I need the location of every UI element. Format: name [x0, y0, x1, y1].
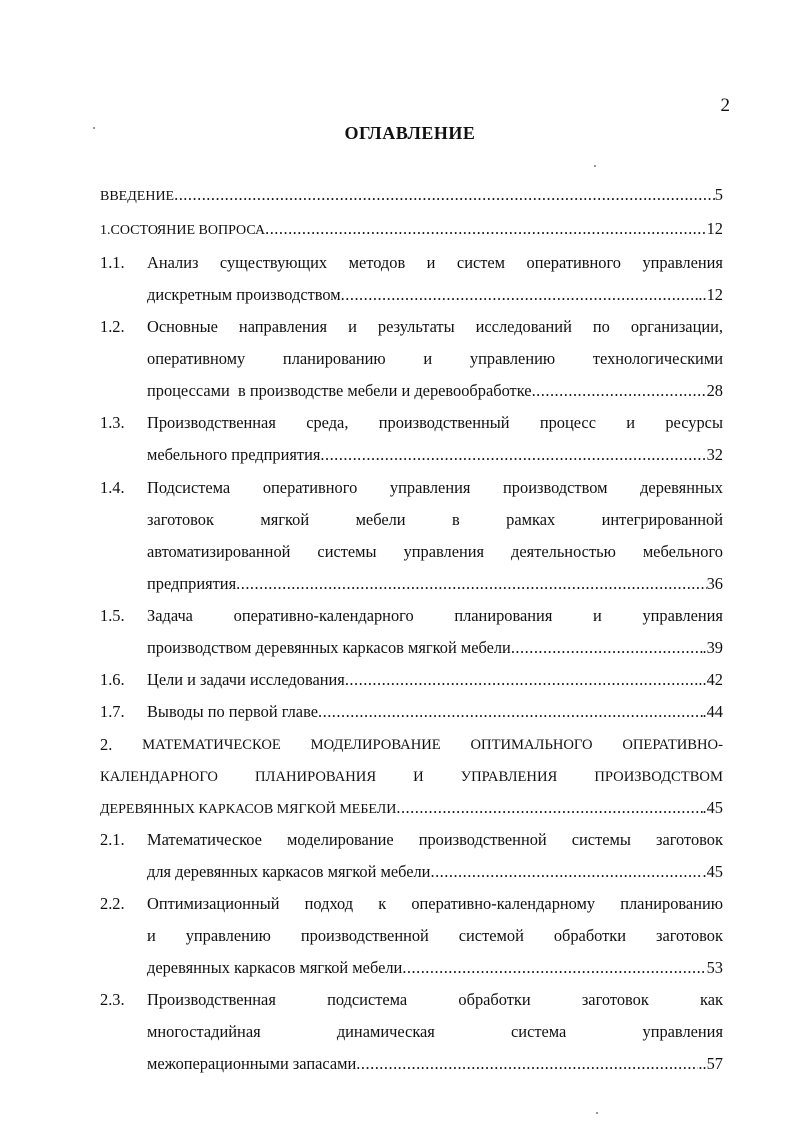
toc-entry-1-6[interactable] — [147, 668, 723, 692]
word: планированию — [620, 894, 723, 913]
word: ресурсы — [665, 413, 723, 432]
toc-entry-label: Выводы по первой главе — [147, 702, 319, 721]
toc-entry-1-7[interactable] — [147, 700, 723, 724]
toc-entry-1-5-line[interactable] — [147, 604, 723, 628]
toc-entry-2-2-last[interactable] — [147, 956, 723, 980]
toc-section-number: 1.4. — [100, 478, 125, 497]
word: технологическими — [592, 349, 723, 368]
toc-leader-dots — [345, 668, 699, 692]
word: управления — [403, 542, 485, 561]
word: оперативного — [262, 478, 358, 497]
word: деятельностью — [511, 542, 616, 561]
toc-entry-label: для деревянных каркасов мягкой мебели — [147, 862, 431, 881]
toc-entry-2-2-line[interactable] — [147, 892, 723, 916]
toc-entry-page: 32 — [706, 445, 723, 464]
word: заготовок — [655, 926, 723, 945]
word: исследований — [475, 317, 572, 336]
word: подсистема — [327, 990, 408, 1009]
word: существующих — [219, 253, 328, 272]
word: управления — [642, 253, 723, 272]
word: Анализ — [147, 253, 199, 272]
word: автоматизированной — [147, 542, 291, 561]
toc-entry-2-1-line[interactable] — [147, 828, 723, 852]
toc-entry-page: .45 — [702, 862, 723, 881]
word: производственной — [418, 830, 547, 849]
toc-entry-1-2-line[interactable] — [147, 347, 723, 371]
word: деревянных — [640, 478, 723, 497]
scan-speck — [594, 165, 596, 167]
toc-entry-1-3-last[interactable] — [147, 443, 723, 467]
toc-section-number: 1.7. — [100, 702, 125, 721]
word: по — [592, 317, 610, 336]
toc-entry-label: ВВЕДЕНИЕ — [100, 189, 175, 204]
toc-entry-page: .44 — [702, 702, 723, 721]
scan-speck — [596, 1112, 598, 1114]
toc-entry-1-2-line[interactable] — [147, 315, 723, 339]
toc-entry-1-2-last[interactable] — [147, 379, 723, 403]
word: обработки — [553, 926, 627, 945]
word: и — [593, 606, 602, 625]
word: многостадийная — [147, 1022, 261, 1041]
page-number: 2 — [720, 95, 730, 116]
toc-leader-dots — [320, 443, 706, 467]
toc-entry-page: 5 — [714, 185, 723, 204]
toc-entry-label: деревянных каркасов мягкой мебели — [147, 958, 403, 977]
toc-leader-dots — [511, 636, 703, 660]
word: ОПЕРАТИВНО- — [622, 737, 723, 753]
word: планированию — [282, 349, 386, 368]
toc-leader-dots — [341, 283, 699, 307]
toc-leader-dots — [430, 860, 702, 884]
word: и — [348, 317, 357, 336]
word: И — [413, 769, 424, 785]
word: динамическая — [336, 1022, 435, 1041]
toc-entry-chapter-1[interactable] — [100, 217, 723, 243]
toc-entry-1-4-line[interactable] — [147, 476, 723, 500]
toc-leader-dots — [265, 217, 707, 241]
word: системой — [458, 926, 524, 945]
word: направления — [238, 317, 328, 336]
word: мебели — [355, 510, 406, 529]
toc-leader-dots — [236, 572, 706, 596]
toc-entry-2-3-line[interactable] — [147, 988, 723, 1012]
word: Подсистема — [147, 478, 231, 497]
toc-entry-introduction[interactable] — [100, 183, 723, 209]
toc-leader-dots — [174, 183, 715, 207]
word: оперативному — [147, 349, 246, 368]
toc-section-number: 1.6. — [100, 670, 125, 689]
toc-section-number: 1.2. — [100, 317, 125, 336]
word: ПРОИЗВОДСТВОМ — [594, 769, 723, 785]
toc-section-number: 1.5. — [100, 606, 125, 625]
toc-entry-1-1-line[interactable] — [147, 251, 723, 275]
word: рамках — [506, 510, 556, 529]
word: процесс — [539, 413, 596, 432]
toc-entry-page: ..12 — [698, 285, 723, 304]
word: и — [426, 253, 436, 272]
word: ПЛАНИРОВАНИЯ — [255, 769, 377, 785]
word: и — [423, 349, 433, 368]
toc-entry-label: 1.СОСТОЯНИЕ ВОПРОСА — [100, 223, 266, 238]
toc-entry-chapter-2-line[interactable] — [100, 733, 723, 757]
toc-section-number: 1.3. — [100, 413, 125, 432]
toc-entry-2-1-last[interactable] — [147, 860, 723, 884]
toc-entry-2-3-last[interactable] — [147, 1052, 723, 1076]
word: оперативно-календарного — [233, 606, 414, 625]
word: производством — [503, 478, 608, 497]
word: Основные — [147, 317, 218, 336]
toc-entry-label: предприятия — [147, 574, 237, 593]
toc-entry-page: .39 — [702, 638, 723, 657]
toc-entry-page: 12 — [706, 219, 723, 238]
word: производственный — [378, 413, 510, 432]
word: Математическое — [147, 830, 262, 849]
word: КАЛЕНДАРНОГО — [100, 769, 218, 785]
word: и — [147, 926, 156, 945]
word: 2. — [100, 735, 113, 754]
toc-leader-dots — [402, 956, 706, 980]
toc-entry-page: 36 — [706, 574, 723, 593]
toc-entry-1-3-line[interactable] — [147, 411, 723, 435]
toc-entry-page: ..57 — [698, 1054, 723, 1073]
word: Задача — [147, 606, 193, 625]
toc-entry-label: Цели и задачи исследования — [147, 670, 345, 689]
toc-entry-2-3-line[interactable] — [147, 1020, 723, 1044]
toc-section-number: 1.1. — [100, 253, 125, 272]
word: оперативного — [526, 253, 621, 272]
toc-entry-page: 53 — [706, 958, 723, 977]
word: производственной — [300, 926, 429, 945]
word: заготовок — [147, 510, 214, 529]
word: МАТЕМАТИЧЕСКОЕ — [142, 737, 281, 753]
word: МОДЕЛИРОВАНИЕ — [310, 737, 441, 753]
toc-entry-label: процессами в производстве мебели и деревообработке — [147, 381, 532, 400]
toc-entry-chapter-2-line[interactable] — [100, 765, 723, 789]
toc-entry-label: дискретным производством — [147, 285, 341, 304]
toc-entry-label: производством деревянных каркасов мягкой мебели — [147, 638, 511, 657]
word: результаты — [377, 317, 455, 336]
word: УПРАВЛЕНИЯ — [460, 769, 558, 785]
word: ОПТИМАЛЬНОГО — [470, 737, 593, 753]
toc-leader-dots — [356, 1052, 698, 1076]
word: организации, — [630, 317, 723, 336]
toc-entry-2-2-line[interactable] — [147, 924, 723, 948]
word: заготовок — [655, 830, 723, 849]
word: к — [378, 894, 387, 913]
toc-entry-1-4-last[interactable] — [147, 572, 723, 596]
toc-entry-page: 28 — [706, 381, 723, 400]
toc-entry-1-4-line[interactable] — [147, 508, 723, 532]
word: интегрированной — [601, 510, 723, 529]
word: управлению — [185, 926, 271, 945]
word: в — [451, 510, 460, 529]
word: заготовок — [581, 990, 649, 1009]
word: управлению — [469, 349, 556, 368]
toc-leader-dots — [318, 700, 702, 724]
word: Производственная — [147, 413, 276, 432]
word: оперативно-календарному — [411, 894, 596, 913]
word: мебельного — [642, 542, 723, 561]
toc-leader-dots — [532, 379, 707, 403]
toc-section-number: 2.2. — [100, 894, 125, 913]
word: подход — [304, 894, 354, 913]
page-title: ОГЛАВЛЕНИЕ — [344, 123, 476, 143]
word: планирования — [454, 606, 553, 625]
toc-entry-1-4-line[interactable] — [147, 540, 723, 564]
word: системы — [571, 830, 631, 849]
toc-entry-page: ..42 — [698, 670, 723, 689]
scan-speck — [93, 127, 95, 129]
toc-entry-chapter-2-last[interactable] — [100, 796, 723, 822]
word: управления — [642, 1022, 723, 1041]
toc-entry-label: межоперационными запасами — [147, 1054, 357, 1073]
word: среда, — [306, 413, 349, 432]
toc-entry-page: .45 — [702, 798, 723, 817]
word: и — [626, 413, 636, 432]
word: как — [700, 990, 723, 1009]
toc-entry-label: мебельного предприятия — [147, 445, 321, 464]
toc-entry-1-5-last[interactable] — [147, 636, 723, 660]
toc-entry-label: ДЕРЕВЯННЫХ КАРКАСОВ МЯГКОЙ МЕБЕЛИ — [100, 802, 397, 817]
word: система — [511, 1022, 567, 1041]
toc-section-number: 2.1. — [100, 830, 125, 849]
toc-leader-dots — [396, 796, 702, 820]
word: систем — [456, 253, 506, 272]
toc-section-number: 2.3. — [100, 990, 125, 1009]
word: моделирование — [286, 830, 394, 849]
word: методов — [348, 253, 406, 272]
word: мягкой — [260, 510, 310, 529]
word: Оптимизационный — [147, 894, 280, 913]
word: системы — [317, 542, 377, 561]
word: управления — [389, 478, 471, 497]
word: управления — [642, 606, 723, 625]
word: обработки — [458, 990, 531, 1009]
word: Производственная — [147, 990, 276, 1009]
toc-entry-1-1-last[interactable] — [147, 283, 723, 307]
